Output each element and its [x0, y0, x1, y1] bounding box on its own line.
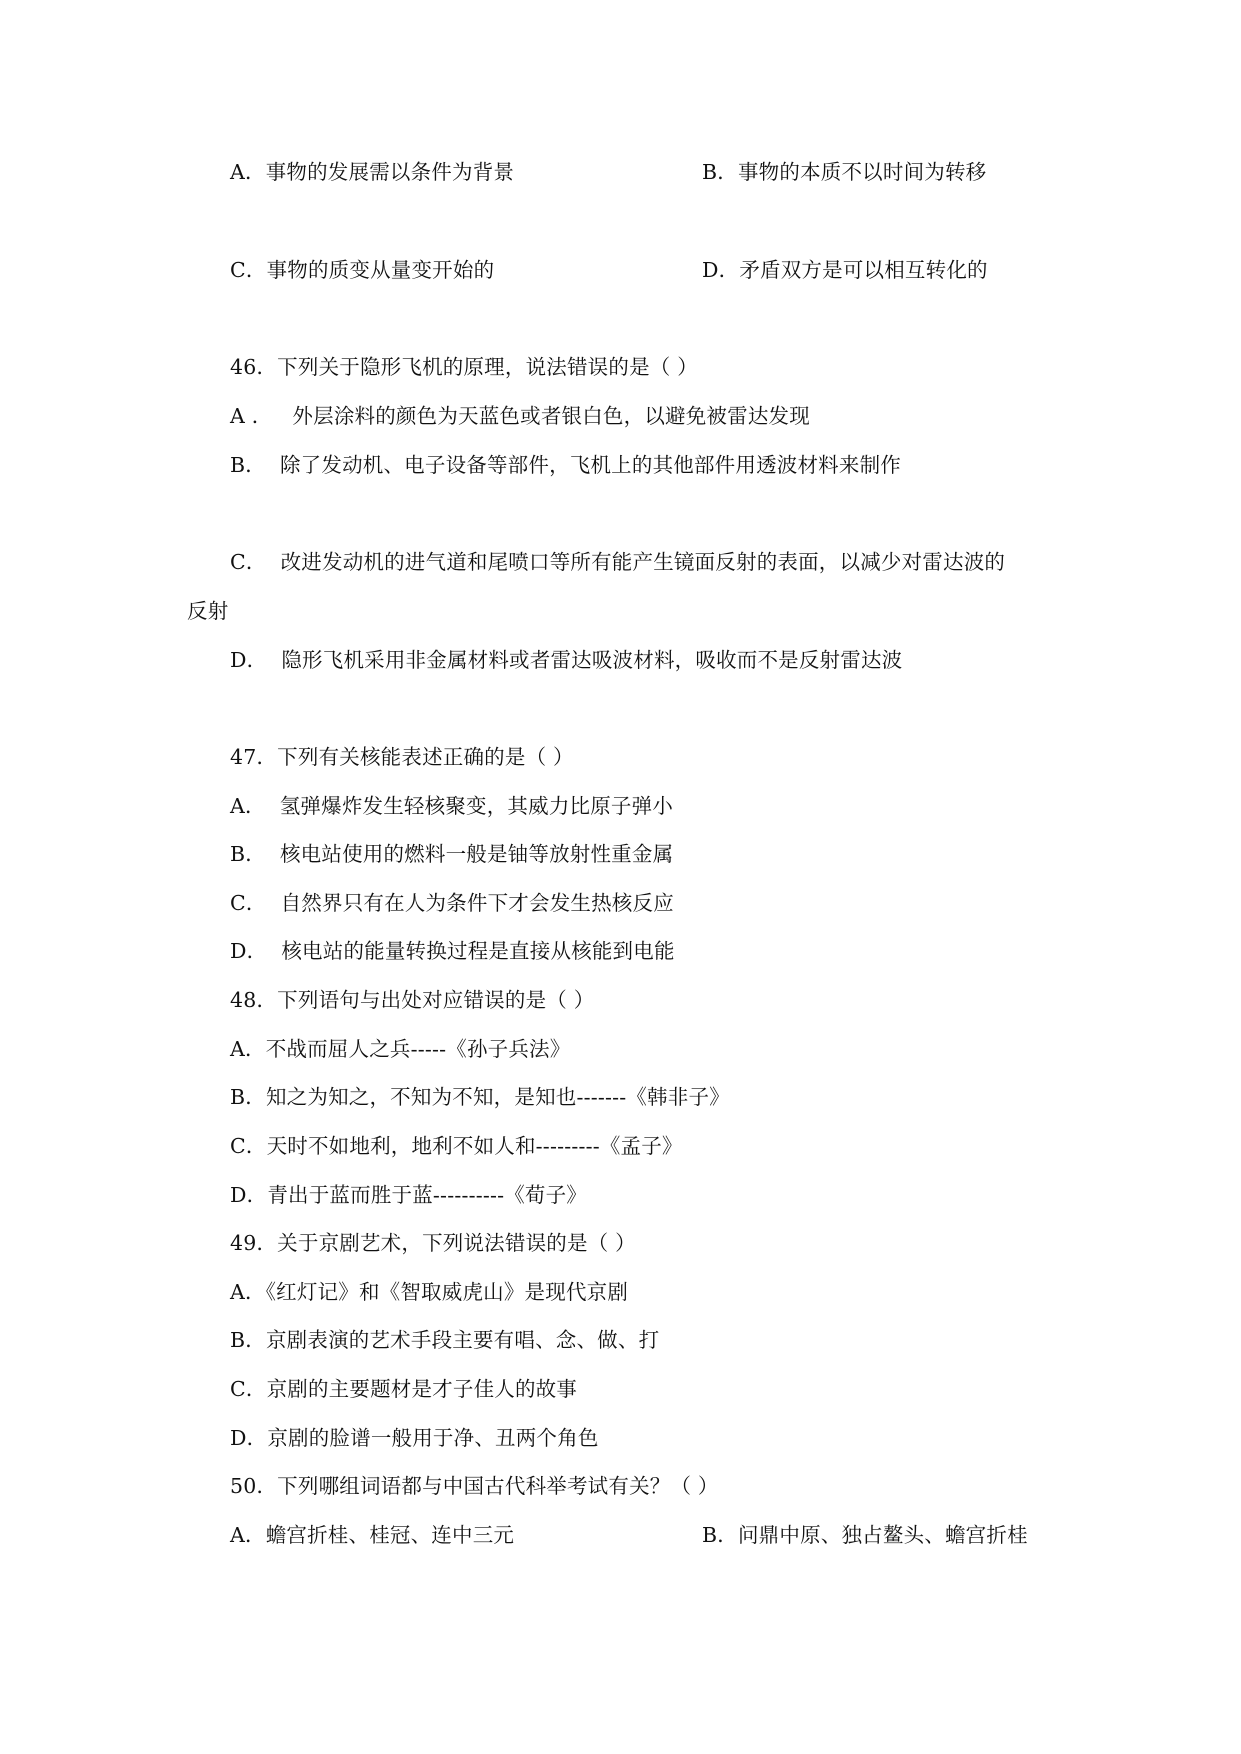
q46-option-d	[230, 650, 902, 671]
q45-option-b: B．事物的本质不以时间为转移	[702, 160, 987, 184]
option-label: B．	[230, 453, 266, 477]
q46-option-b	[230, 455, 901, 476]
q47-option-c	[230, 893, 674, 914]
q50-option-a: A．蟾宫折桂、桂冠、连中三元	[230, 1523, 515, 1547]
option-text: 核电站使用的燃料一般是铀等放射性重金属	[279, 842, 674, 866]
q47-option-b	[230, 844, 673, 865]
q49-option-a: A．《红灯记》和《智取威虎山》是现代京剧	[230, 1280, 629, 1304]
q46-option-c	[230, 552, 1005, 573]
q48-option-d: D．青出于蓝而胜于蓝----------《荀子》	[230, 1183, 588, 1207]
q46-option-c-continuation: 反射	[187, 599, 229, 623]
option-label: B．	[230, 842, 266, 866]
q50-stem: 50．下列哪组词语都与中国古代科举考试有关？（ ）	[230, 1474, 719, 1498]
q45-option-c: C．事物的质变从量变开始的	[230, 258, 495, 282]
option-label: A ．	[230, 404, 273, 428]
q47-option-d	[230, 941, 675, 962]
q48-option-b: B．知之为知之，不知为不知，是知也-------《韩非子》	[230, 1085, 730, 1109]
option-label: D．	[230, 648, 268, 672]
option-label: D．	[230, 939, 268, 963]
q45-option-d: D．矛盾双方是可以相互转化的	[702, 258, 988, 282]
q49-option-d: D．京剧的脸谱一般用于净、丑两个角色	[230, 1426, 599, 1450]
option-label: C．	[230, 891, 267, 915]
option-label: C．	[230, 550, 267, 574]
option-label: A．	[230, 794, 266, 818]
q47-stem: 47．下列有关核能表述正确的是（ ）	[230, 745, 574, 769]
option-text: 外层涂料的颜色为天蓝色或者银白色，以避免被雷达发现	[292, 404, 810, 428]
q48-stem: 48．下列语句与出处对应错误的是（ ）	[230, 988, 595, 1012]
q48-option-c: C．天时不如地利，地利不如人和---------《孟子》	[230, 1134, 683, 1158]
option-text: 自然界只有在人为条件下才会发生热核反应	[280, 891, 674, 915]
q47-option-a	[230, 796, 673, 817]
q49-option-b: B．京剧表演的艺术手段主要有唱、念、做、打	[230, 1328, 660, 1352]
q46-stem: 46．下列关于隐形飞机的原理，说法错误的是（ ）	[230, 355, 698, 379]
option-text: 隐形飞机采用非金属材料或者雷达吸波材料，吸收而不是反射雷达波	[281, 648, 903, 672]
q49-option-c: C．京剧的主要题材是才子佳人的故事	[230, 1377, 578, 1401]
option-text: 核电站的能量转换过程是直接从核能到电能	[281, 939, 675, 963]
option-text: 除了发动机、电子设备等部件，飞机上的其他部件用透波材料来制作	[279, 453, 901, 477]
option-text: 改进发动机的进气道和尾喷口等所有能产生镜面反射的表面，以减少对雷达波的	[280, 550, 1006, 574]
q48-option-a: A．不战而屈人之兵-----《孙子兵法》	[230, 1037, 571, 1061]
option-text: 氢弹爆炸发生轻核聚变，其威力比原子弹小	[279, 794, 674, 818]
q50-option-b: B．问鼎中原、独占鳌头、蟾宫折桂	[702, 1523, 1028, 1547]
q49-stem: 49．关于京剧艺术，下列说法错误的是（ ）	[230, 1231, 636, 1255]
q45-option-a: A．事物的发展需以条件为背景	[230, 160, 515, 184]
q46-option-a	[230, 406, 810, 427]
